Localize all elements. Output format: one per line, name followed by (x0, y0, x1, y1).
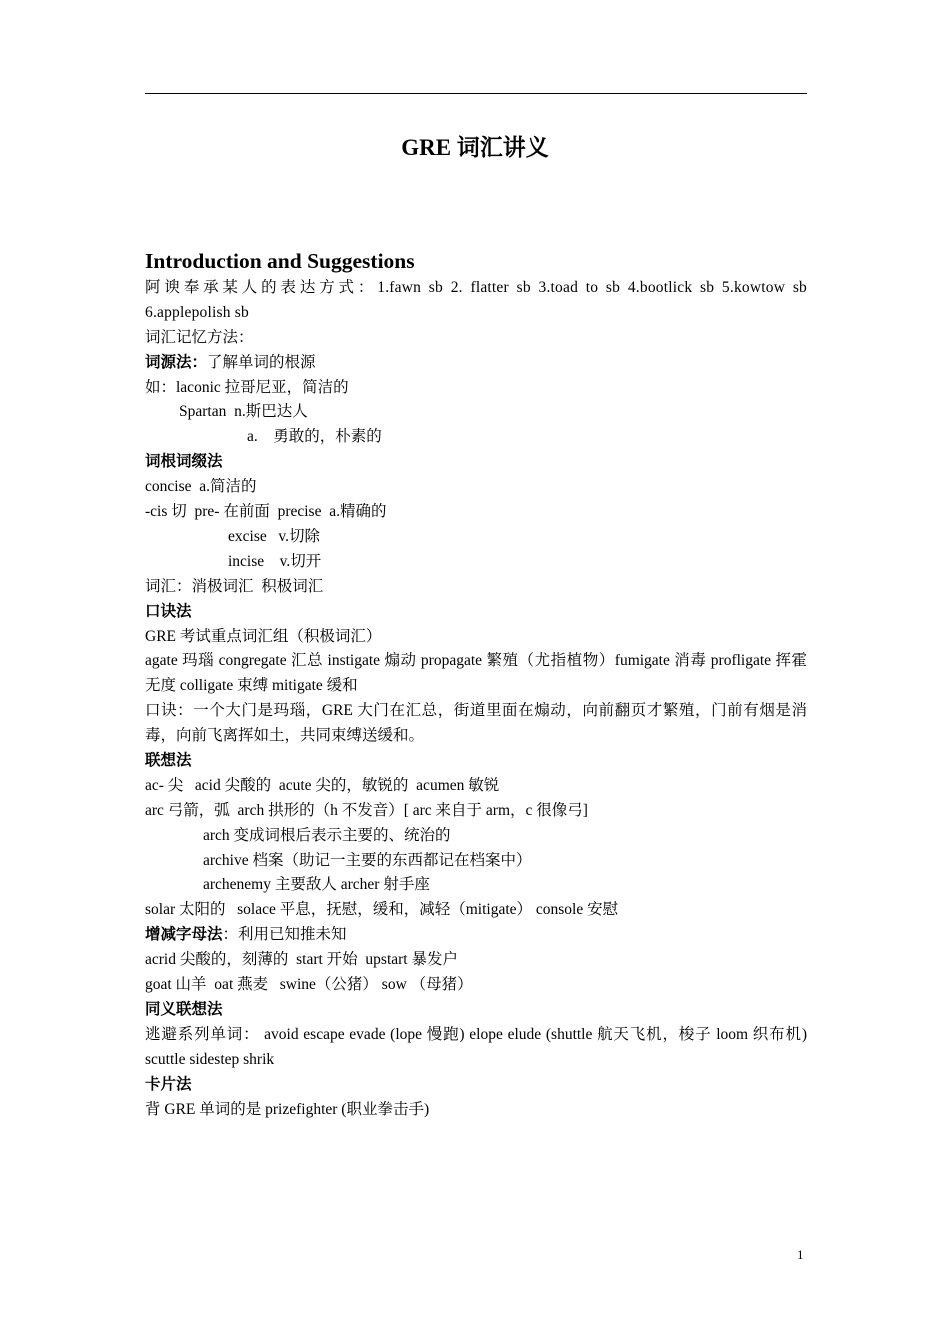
heading-association: 联想法 (145, 752, 192, 770)
line-excise: excise v.切除 (228, 527, 320, 545)
label-etymology: 词源法： (145, 353, 208, 371)
line-acrid: acrid 尖酸的，刻薄的 start 开始 upstart 暴发户 (145, 951, 458, 969)
document-body (145, 246, 807, 1122)
header-rule (145, 93, 807, 94)
line-add-remove (145, 923, 807, 948)
line-solar: solar 太阳的 solace 平息，抚慰，缓和，减轻（mitigate） console 安慰 (145, 901, 619, 919)
heading-card: 卡片法 (145, 1075, 192, 1093)
line-arch: arch 变成词根后表示主要的、统治的 (203, 826, 451, 844)
line-archive: archive 档案（助记一主要的东西都记在档案中） (203, 851, 532, 869)
line-spartan-adj: a. 勇敢的，朴素的 (247, 428, 382, 446)
text-add-remove: ：利用已知推未知 (222, 926, 347, 944)
line-prizefighter: 背 GRE 单词的是 prizefighter (职业拳击手) (145, 1100, 430, 1118)
document-title: GRE 词汇讲义 (401, 135, 549, 160)
paragraph-flattery: 阿谀奉承某人的表达方式：1.fawn sb 2. flatter sb 3.toad to sb 4.bootlick sb 5.kowtow sb 6.applepolish sb (145, 279, 807, 321)
heading-synonym: 同义联想法 (145, 1000, 223, 1018)
section-heading: Introduction and Suggestions (145, 249, 415, 273)
line-concise: concise a.简洁的 (145, 478, 257, 496)
line-archenemy: archenemy 主要敌人 archer 射手座 (203, 876, 430, 894)
line-etymology (145, 351, 807, 376)
line-spartan: Spartan n.斯巴达人 (179, 403, 308, 421)
paragraph-escape-words: 逃避系列单词： avoid escape evade (lope 慢跑) elope elude (shuttle 航天飞机，梭子 loom 织布机) scuttle sidestep shrik (145, 1025, 807, 1068)
line-laconic: 如：laconic 拉哥尼亚，简洁的 (145, 378, 349, 396)
line-ac: ac- 尖 acid 尖酸的 acute 尖的，敏锐的 acumen 敏锐 (145, 776, 500, 794)
paragraph-mnemonic: 口诀：一个大门是玛瑙，GRE 大门在汇总，街道里面在煽动，向前翻页才繁殖，门前有烟是消毒，向前飞离挥如土，共同束缚送缓和。 (145, 702, 807, 745)
line-goat: goat 山羊 oat 燕麦 swine（公猪） sow （母猪） (145, 976, 473, 994)
line-vocab-types: 词汇：消极词汇 积极词汇 (145, 577, 324, 595)
heading-root-affix: 词根词缀法 (145, 453, 223, 471)
page-number: 1 (797, 1247, 804, 1262)
line-gre-group: GRE 考试重点词汇组（积极词汇） (145, 627, 382, 645)
paragraph-gate-words: agate 玛瑙 congregate 汇总 instigate 煽动 propagate 繁殖（尤指植物）fumigate 消毒 profligate 挥霍无度 colligate 束缚 mitigate 缓和 (145, 652, 807, 695)
label-add-remove: 增减字母法 (145, 926, 223, 944)
line-arc: arc 弓箭，弧 arch 拱形的（h 不发音）[ arc 来自于 arm，c 很像弓] (145, 801, 588, 819)
text-etymology: 了解单词的根源 (207, 353, 316, 371)
heading-mnemonic: 口诀法 (145, 602, 192, 620)
line-incise: incise v.切开 (228, 552, 322, 570)
line-memory-methods: 词汇记忆方法： (145, 328, 254, 346)
line-cis: -cis 切 pre- 在前面 precise a.精确的 (145, 503, 387, 521)
